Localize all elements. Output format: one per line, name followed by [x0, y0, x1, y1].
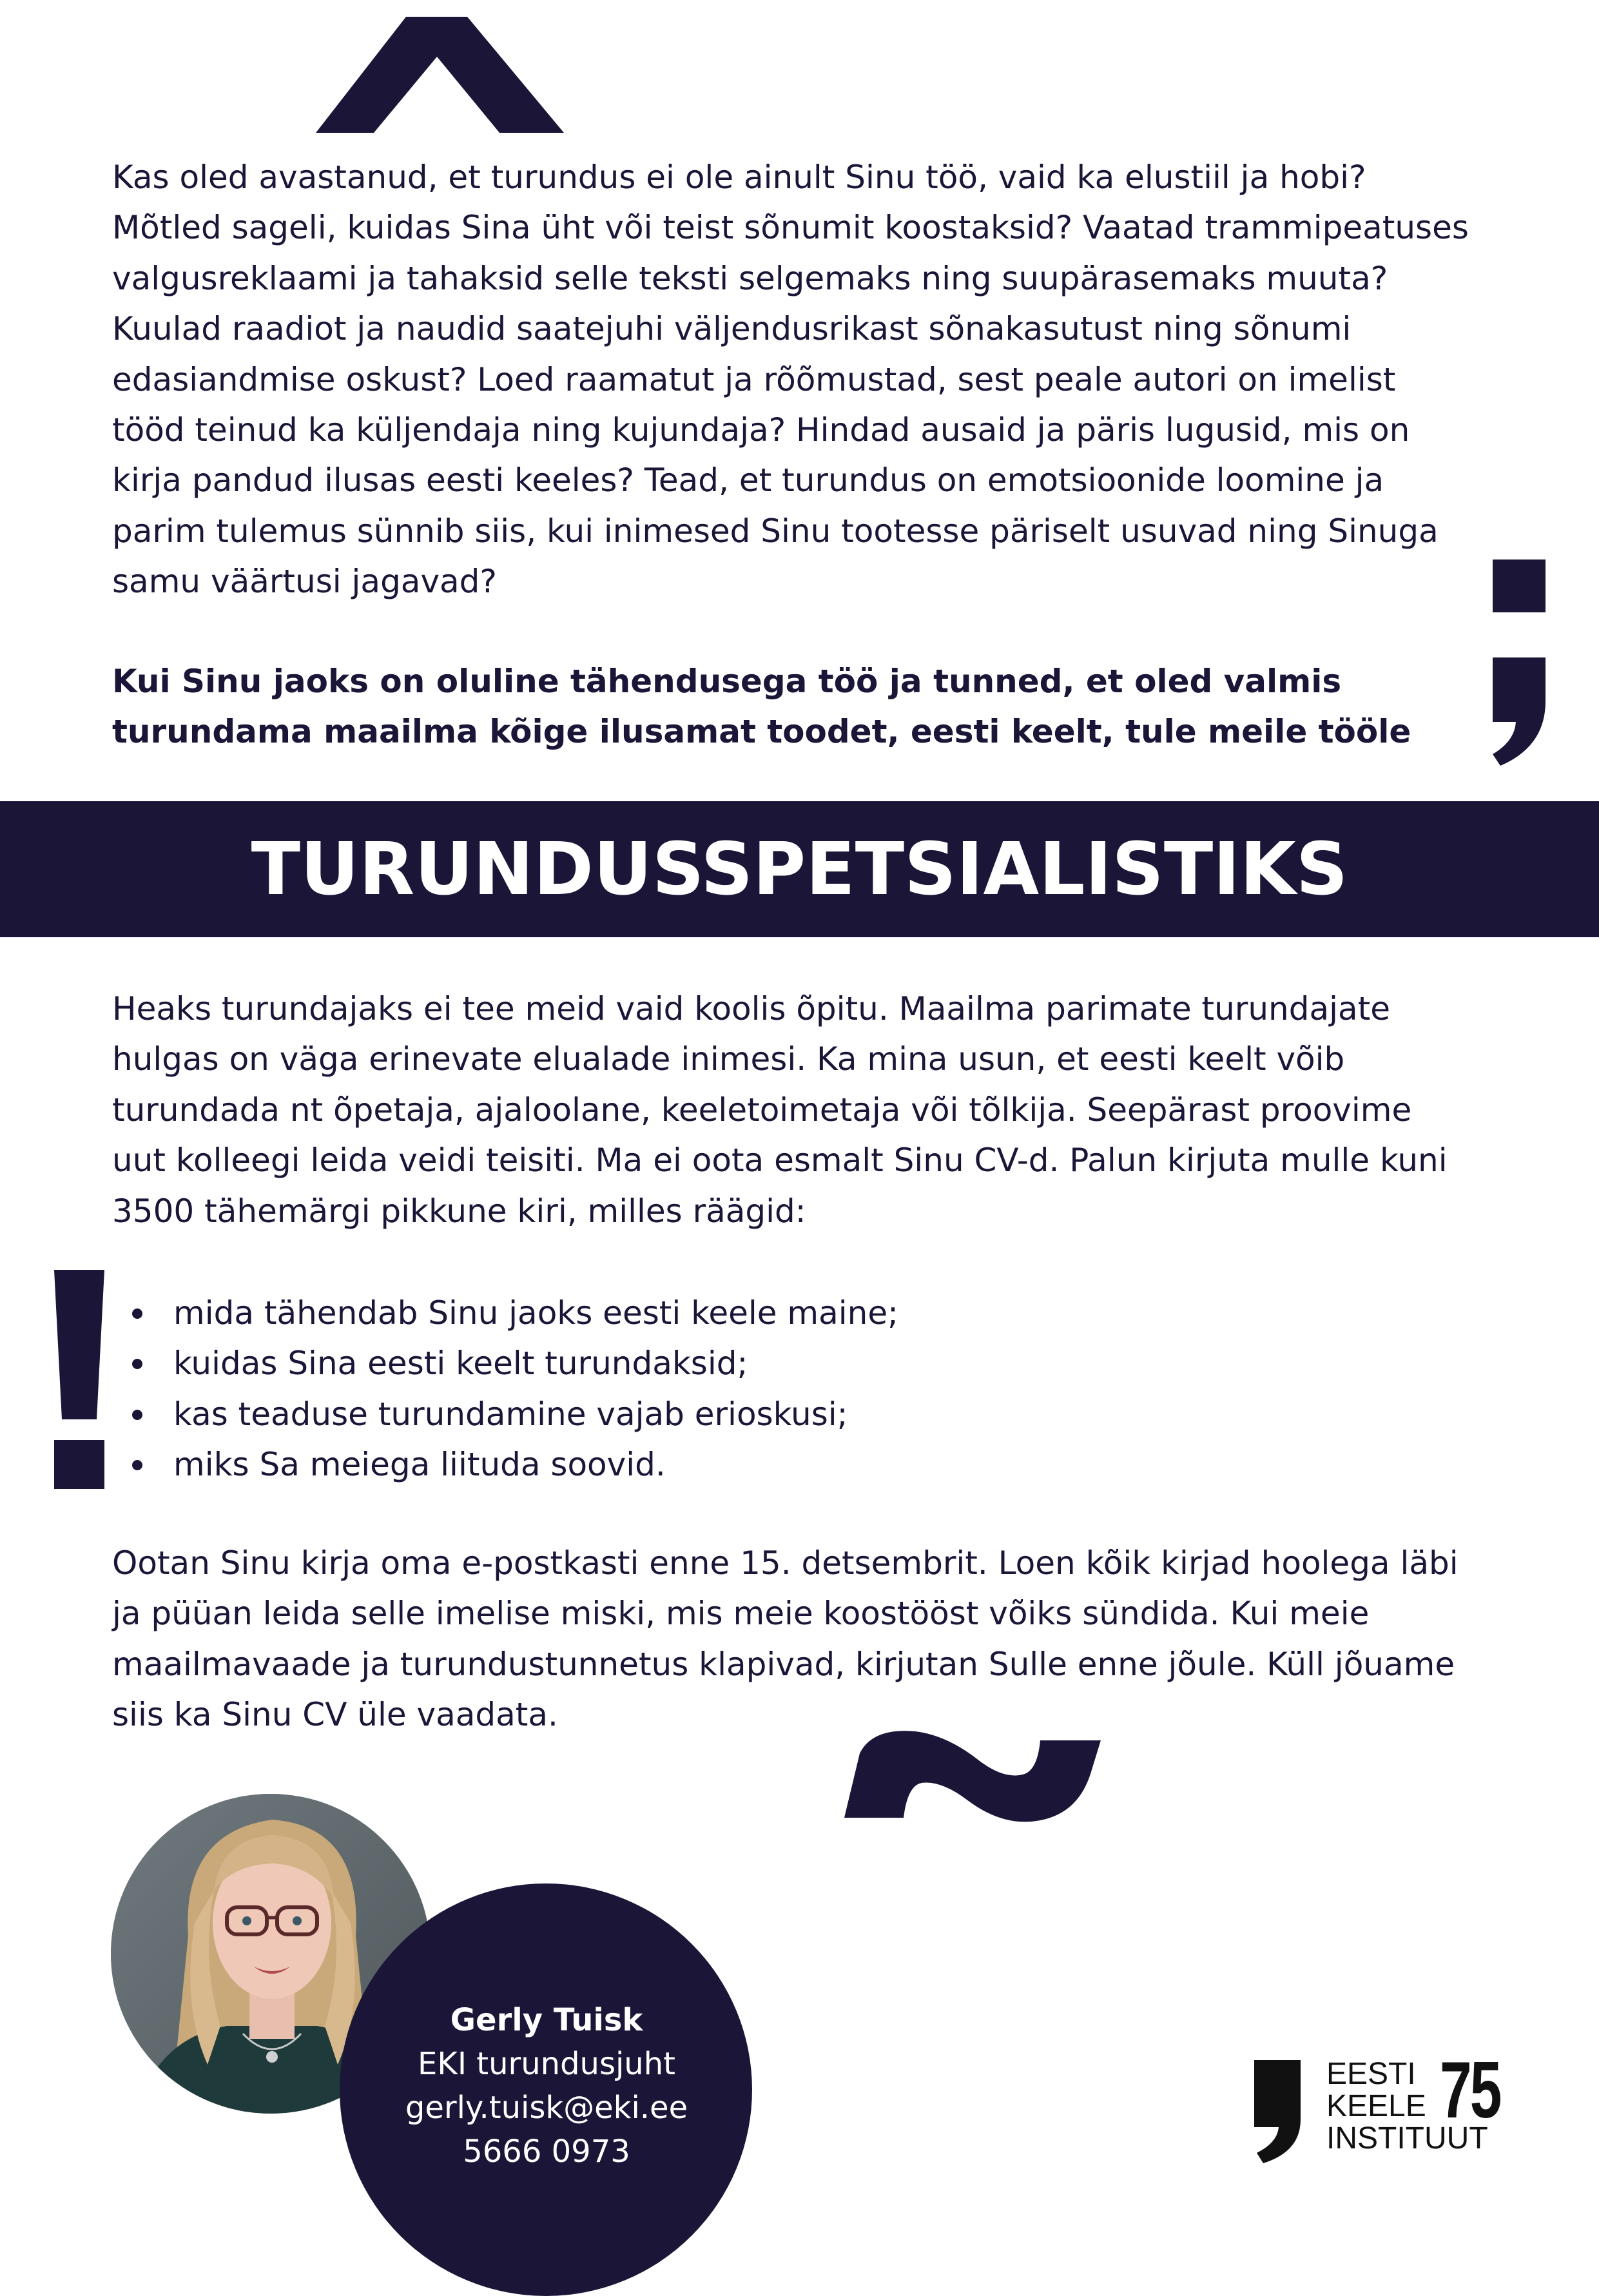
intro-line: edasiandmise oskust? Loed raamatut ja rõõmustad, sest peale autori on imelist — [112, 360, 1396, 398]
intro-line: tööd teinud ka küljendaja ning kujundaja? Hindad ausaid ja päris lugusid, mis on — [112, 411, 1410, 449]
body-paragraph-2 — [112, 1538, 1458, 1740]
body2-line: maailmavaade ja turundustunnetus klapivad, kirjutan Sulle enne jõule. Küll jõuame — [112, 1645, 1455, 1683]
call-to-action-paragraph — [112, 656, 1411, 757]
question-list — [132, 1288, 898, 1490]
body2-line: ja püüan leida selle imelise miski, mis meie koostööst võiks sündida. Kui meie — [112, 1595, 1370, 1633]
body2-line: siis ka Sinu CV üle vaadata. — [112, 1696, 558, 1734]
contact-role: EKI turundusjuht — [418, 2046, 675, 2082]
body2-line: Ootan Sinu kirja oma e-postkasti enne 15. detsembrit. Loen kõik kirjad hoolega läbi — [112, 1544, 1458, 1582]
list-item: miks Sa meiega liituda soovid. — [132, 1439, 898, 1490]
contact-phone: 5666 0973 — [463, 2134, 630, 2170]
eki-logo-anniversary-number: 75 — [1440, 2046, 1500, 2135]
body-paragraph-1 — [112, 984, 1448, 1236]
body1-line: uut kolleegi leida veidi teisiti. Ma ei oota esmalt Sinu CV-d. Palun kirjuta mulle kuni — [112, 1142, 1448, 1180]
page-title: TURUNDUSSPETSIALISTIKS — [251, 828, 1348, 911]
list-item: mida tähendab Sinu jaoks eesti keele maine; — [132, 1288, 898, 1338]
circumflex-decoration-icon — [316, 17, 567, 133]
title-banner — [0, 801, 1599, 937]
body1-line: 3500 tähemärgi pikkune kiri, milles räägid: — [112, 1192, 806, 1230]
call-line: Kui Sinu jaoks on oluline tähendusega töö ja tunned, et oled valmis — [112, 663, 1342, 700]
semicolon-decoration-icon — [1490, 559, 1548, 769]
body1-line: Heaks turundajaks ei tee meid vaid koolis õpitu. Maailma parimate turundajate — [112, 990, 1391, 1027]
contact-name: Gerly Tuisk — [450, 2002, 643, 2038]
intro-paragraph — [112, 152, 1469, 607]
exclamation-decoration-icon — [54, 1270, 106, 1489]
body1-line: hulgas on väga erinevate elualade inimesi. Ka mina usun, et eesti keelt võib — [112, 1040, 1345, 1078]
logo-line: KEELE — [1326, 2089, 1426, 2123]
contact-card — [353, 1998, 740, 2174]
body1-line: turundada nt õpetaja, ajaloolane, keeletoimetaja või tõlkija. Seepärast proovime — [112, 1091, 1412, 1129]
eki-logo-comma-icon — [1252, 2060, 1303, 2163]
intro-line: Kas oled avastanud, et turundus ei ole ainult Sinu töö, vaid ka elustiil ja hobi? — [112, 159, 1366, 196]
intro-line: Mõtled sageli, kuidas Sina üht või teist sõnumit koostaksid? Vaatad trammipeatuses — [112, 209, 1469, 247]
intro-line: parim tulemus sünnib siis, kui inimesed Sinu tootesse päriselt usuvad ning Sinuga — [112, 512, 1439, 550]
list-item: kuidas Sina eesti keelt turundaksid; — [132, 1338, 898, 1388]
intro-line: valgusreklaami ja tahaksid selle teksti selgemaks ning suupärasemaks muuta? — [112, 259, 1388, 297]
intro-line: Kuulad raadiot ja naudid saatejuhi väljendusrikast sõnakasutust ning sõnumi — [112, 310, 1352, 348]
contact-email-link[interactable]: gerly.tuisk@eki.ee — [405, 2090, 688, 2126]
call-line: turundama maailma kõige ilusamat toodet, eesti keelt, tule meile tööle — [112, 713, 1411, 751]
logo-line: INSTITUUT — [1326, 2121, 1488, 2155]
list-item: kas teaduse turundamine vajab erioskusi; — [132, 1389, 898, 1439]
intro-line: samu väärtusi jagavad? — [112, 563, 497, 601]
logo-line: EESTI — [1326, 2057, 1416, 2091]
intro-line: kirja pandud ilusas eesti keeles? Tead, et turundus on emotsioonide loomine ja — [112, 462, 1384, 500]
tilde-decoration-icon — [844, 1727, 1102, 1824]
